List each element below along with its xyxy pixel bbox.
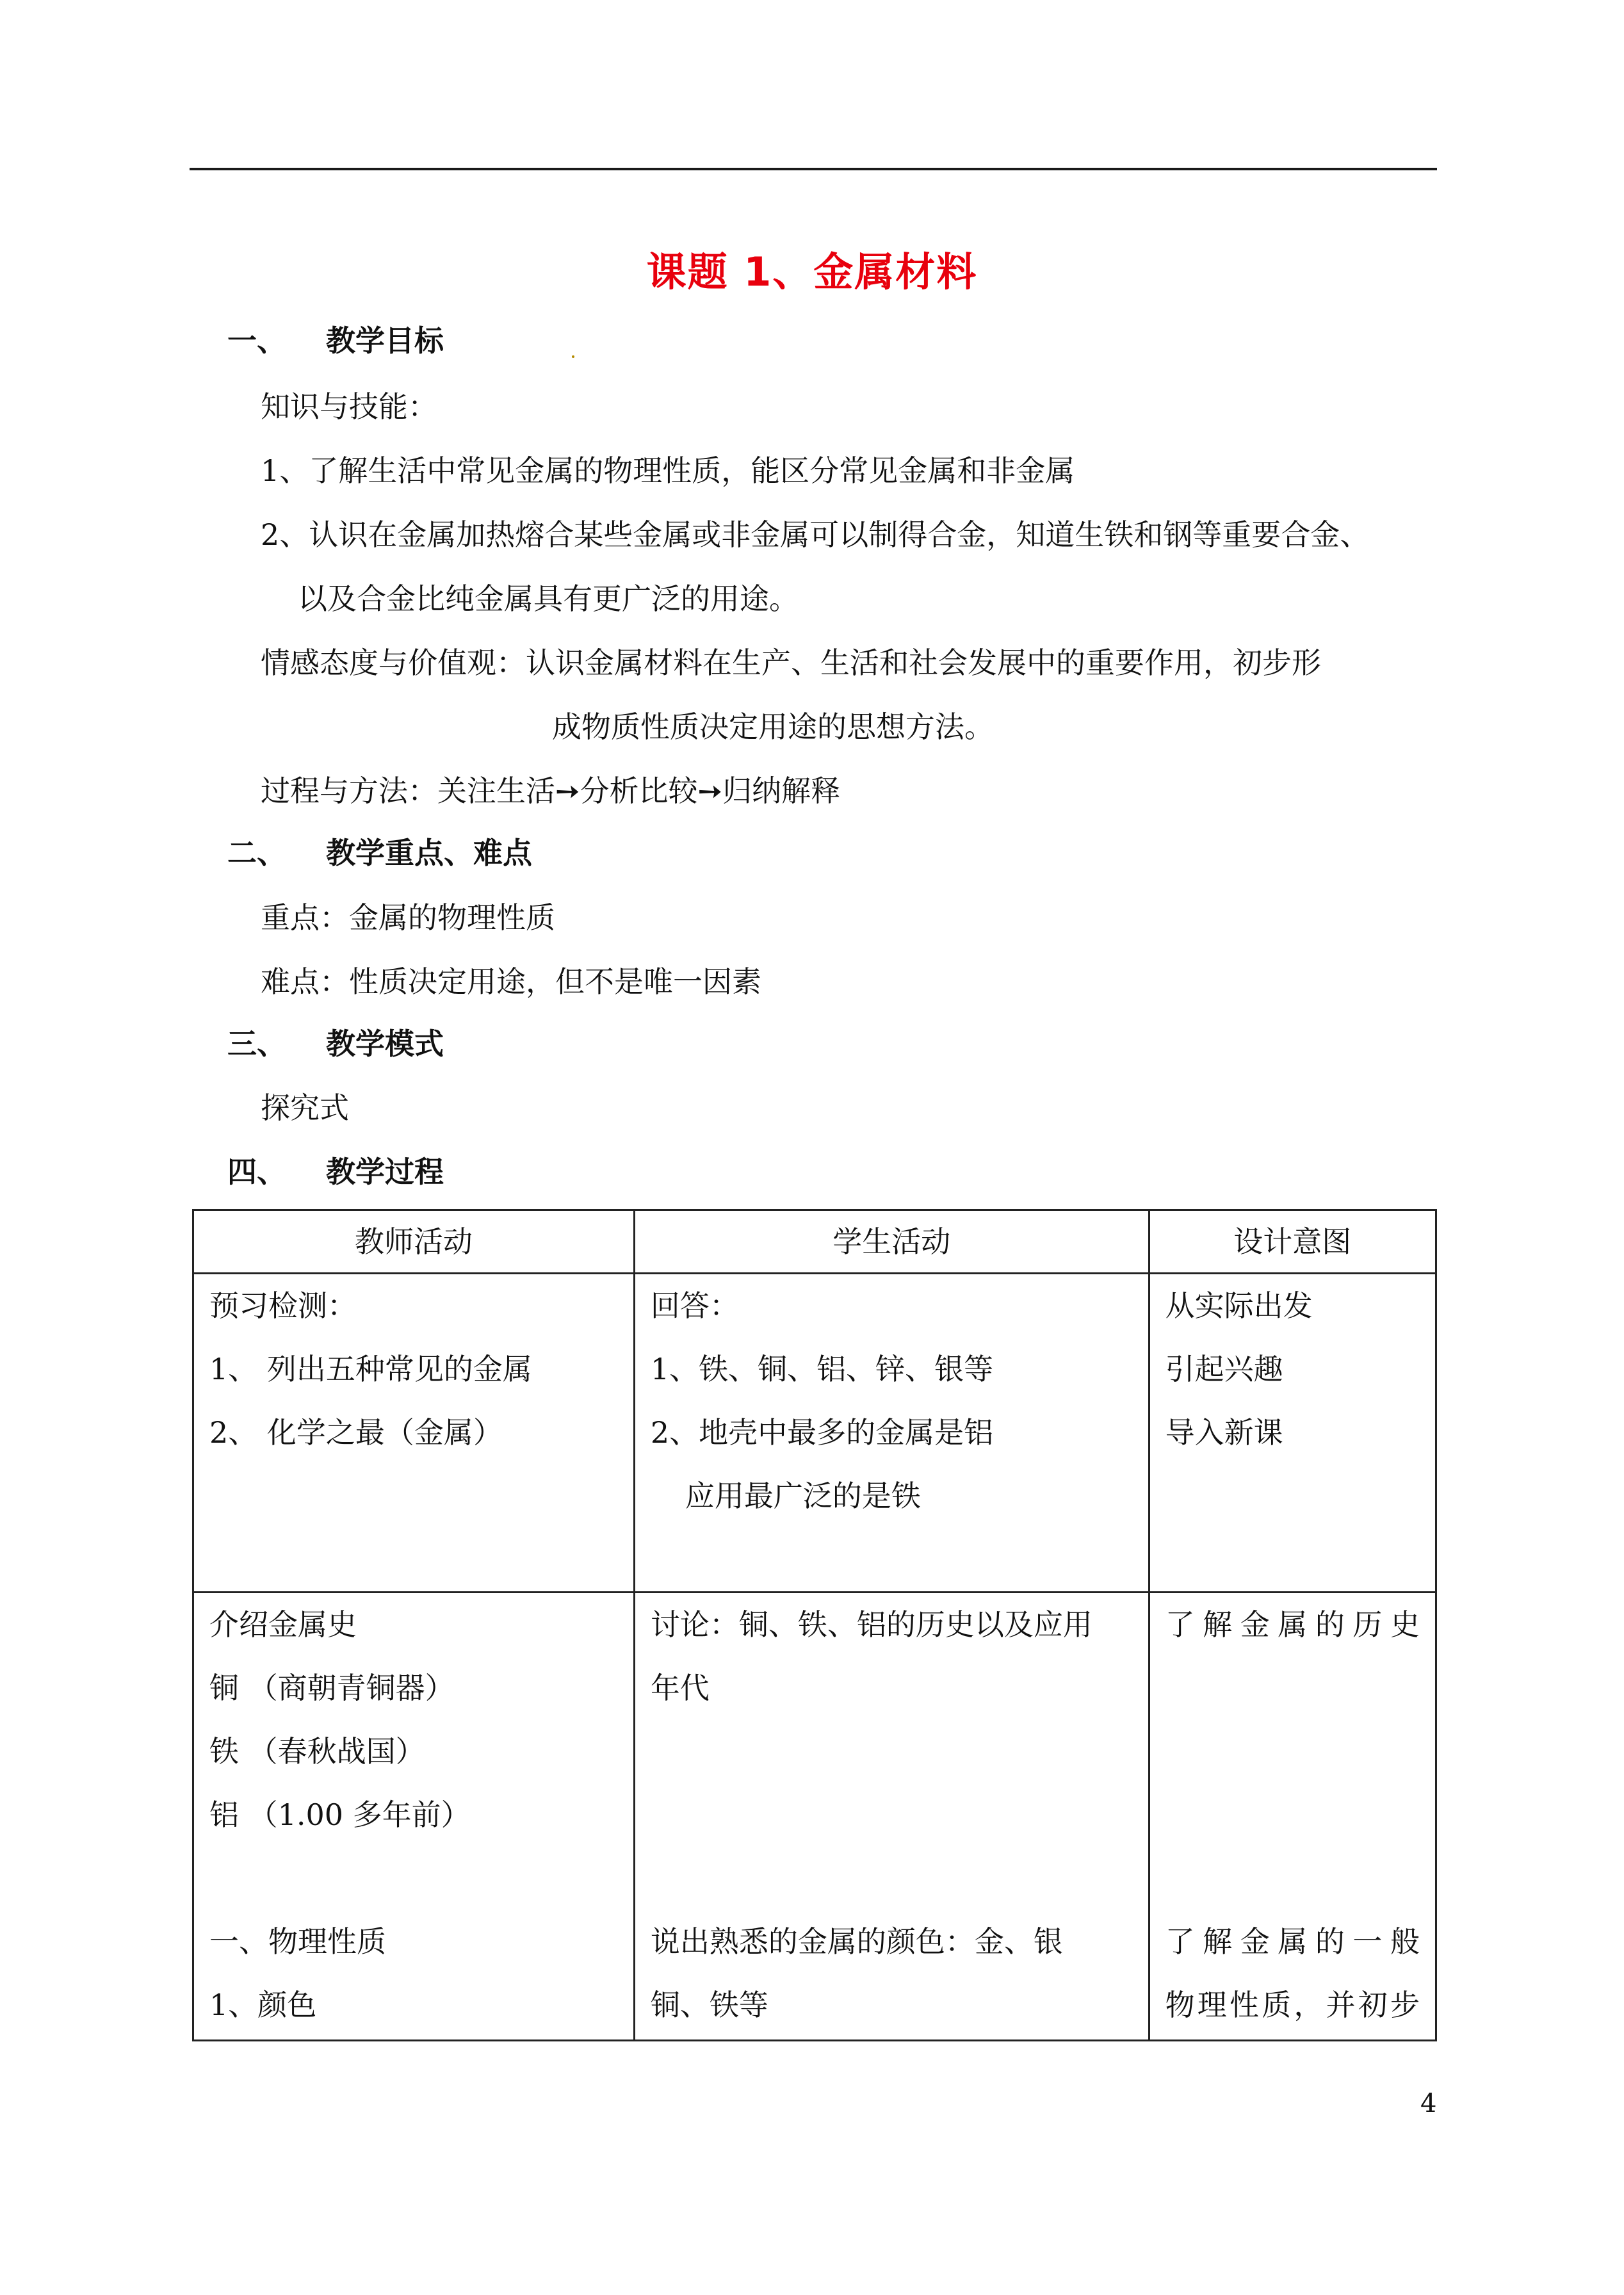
cell-line: 回答： [650,1288,739,1323]
table-row [193,1593,1436,2041]
knowledge-item-2: 2、认识在金属加热熔合某些金属或非金属可以制得合金，知道生铁和钢等重要合金、 [261,517,1370,552]
cell-line: 铁 （春秋战国） [209,1734,425,1769]
cell-line: 铝 （1.00 多年前） [209,1797,471,1832]
student-activity-cell [634,1593,1149,2041]
knowledge-item-2-continued: 以及合金比纯金属具有更广泛的用途。 [298,581,799,616]
cell-line: 铜 （商朝青铜器） [209,1671,455,1705]
knowledge-item-1: 1、了解生活中常见金属的物理性质，能区分常见金属和非金属 [261,453,1075,488]
page-title: 课题 1、金属材料 [646,248,978,295]
attitude-values-line-2: 成物质性质决定用途的思想方法。 [552,710,994,744]
section-1-number: 一、 [227,323,286,358]
cell-line: 1、铁、铜、铝、锌、银等 [650,1352,994,1386]
cell-line: 讨论：铜、铁、铝的历史以及应用 [650,1607,1092,1642]
cell-line: 2、地壳中最多的金属是铝 [650,1415,994,1450]
cell-line: 应用最广泛的是铁 [685,1479,921,1513]
knowledge-label: 知识与技能： [261,389,437,424]
cell-line: 引起兴趣 [1165,1352,1283,1386]
section-3-number: 三、 [227,1026,286,1061]
section-2-title: 教学重点、难点 [326,836,532,870]
attitude-values-line-1: 情感态度与价值观：认识金属材料在生产、生活和社会发展中的重要作用，初步形 [261,645,1321,680]
cell-line: 年代 [650,1671,710,1705]
section-4-number: 四、 [227,1155,286,1189]
section-4-heading [227,1153,444,1191]
cell-line: 介绍金属史 [209,1607,357,1642]
key-point: 重点：金属的物理性质 [261,900,555,935]
cell-spacer [651,1847,1133,1910]
cell-spacer [1165,1720,1420,1783]
cell-line: 2、 化学之最（金属） [209,1415,503,1450]
header-teacher-activity: 教师活动 [193,1210,635,1274]
cell-spacer [651,1783,1133,1847]
cell-spacer [651,1720,1133,1783]
cell-line: 铜、铁等 [650,1988,768,2022]
difficulty: 难点：性质决定用途，但不是唯一因素 [261,964,761,999]
teacher-activity-cell [193,1593,635,2041]
teacher-activity-cell [193,1274,635,1593]
teaching-mode: 探究式 [261,1091,349,1125]
page-number: 4 [1420,2089,1437,2118]
cell-line: 1、颜色 [209,1988,317,2022]
cell-spacer [1165,1783,1420,1847]
section-2-number: 二、 [227,836,286,870]
teaching-process-table [192,1209,1437,2041]
cell-line: 说出熟悉的金属的颜色：金、银 [650,1924,1063,1959]
process-method: 过程与方法：关注生活➙分析比较➙归纳解释 [261,774,841,808]
table-row [193,1274,1436,1593]
header-design-intent: 设计意图 [1149,1210,1436,1274]
table-header-row [193,1210,1436,1274]
cell-spacer [1165,1657,1420,1720]
section-3-heading [227,1025,444,1063]
section-1-heading [227,321,444,360]
section-2-heading [227,834,532,872]
design-intent-cell [1149,1593,1436,2041]
header-student-activity: 学生活动 [634,1210,1149,1274]
cell-line: 预习检测： [209,1288,357,1323]
cell-line: 一、物理性质 [209,1924,386,1959]
cell-line: 物理性质，并初步 [1165,1988,1420,2022]
cell-line: 1、 列出五种常见的金属 [209,1352,532,1386]
cell-line: 从实际出发 [1165,1288,1313,1323]
cell-line: 了解金属的一般 [1165,1924,1420,1959]
cell-spacer [1165,1847,1420,1910]
section-1-title: 教学目标 [326,323,444,358]
header-rule [190,168,1437,170]
cell-spacer [209,1847,618,1910]
student-activity-cell [634,1274,1149,1593]
section-3-title: 教学模式 [326,1026,444,1061]
cell-line: 了解金属的历史 [1165,1607,1420,1642]
design-intent-cell [1149,1274,1436,1593]
cell-line: 导入新课 [1165,1415,1283,1450]
section-4-title: 教学过程 [326,1155,444,1189]
stray-dot [572,355,574,358]
